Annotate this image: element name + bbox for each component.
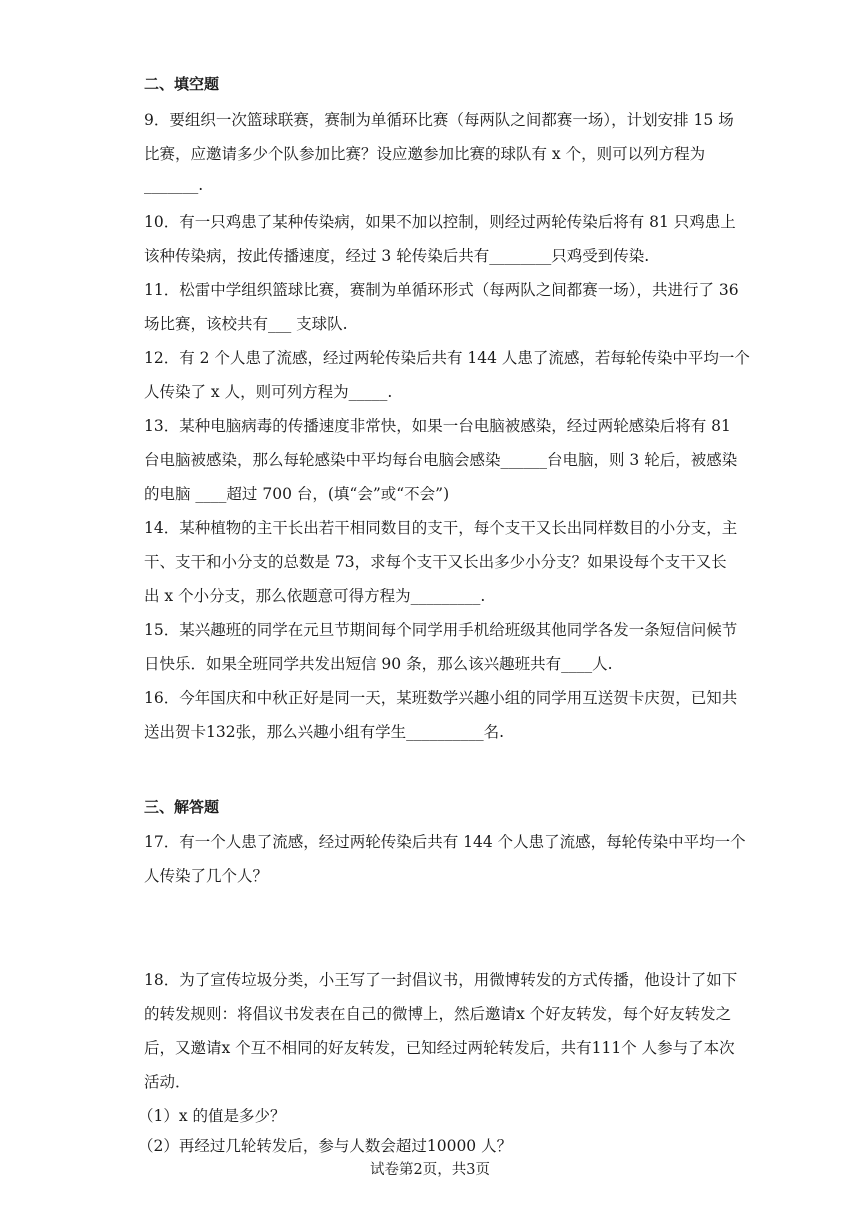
- question-9-line-2: 比赛，应邀请多少个队参加比赛？设应邀参加比赛的球队有 x 个，则可以列方程为: [144, 145, 706, 163]
- question-13-line-1: 13．某种电脑病毒的传播速度非常快，如果一台电脑被感染，经过两轮感染后将有 81: [144, 417, 731, 435]
- question-17-line-1: 17．有一个人患了流感，经过两轮传染后共有 144 个人患了流感，每轮传染中平均一个: [144, 833, 746, 851]
- question-15-line-2: 日快乐．如果全班同学共发出短信 90 条，那么该兴趣班共有____人.: [144, 655, 613, 673]
- question-18-part-1: （1）x 的值是多少？: [138, 1107, 286, 1125]
- question-9-line-3: _______.: [144, 176, 204, 194]
- section-heading-solve: 三、解答题: [144, 798, 220, 816]
- question-18-line-3: 后，又邀请x 个互不相同的好友转发，已知经过两轮转发后，共有111个 人参与了本次: [144, 1039, 735, 1057]
- page-footer: 试卷第2页，共3页: [370, 1162, 490, 1178]
- question-14-line-3: 出 x 个小分支，那么依题意可得方程为_________.: [144, 587, 486, 605]
- question-12-line-1: 12．有 2 个人患了流感，经过两轮传染后共有 144 人患了流感，若每轮传染中平均一个: [144, 349, 750, 367]
- question-11-line-1: 11．松雷中学组织篮球比赛，赛制为单循环形式（每两队之间都赛一场），共进行了 36: [144, 281, 739, 299]
- question-18-line-1: 18．为了宣传垃圾分类，小王写了一封倡议书，用微博转发的方式传播，他设计了如下: [144, 971, 738, 989]
- question-9-line-1: 9．要组织一次篮球联赛，赛制为单循环比赛（每两队之间都赛一场），计划安排 15 场: [144, 111, 734, 129]
- question-16-line-2: 送出贺卡132张，那么兴趣小组有学生__________名.: [144, 723, 505, 741]
- question-14-line-2: 干、支干和小分支的总数是 73，求每个支干又长出多少小分支？如果设每个支干又长: [144, 553, 727, 571]
- question-13-line-2: 台电脑被感染，那么每轮感染中平均每台电脑会感染______台电脑，则 3 轮后，被感染: [144, 451, 738, 469]
- question-18-part-2: （2）再经过几轮转发后，参与人数会超过10000 人？: [138, 1137, 513, 1155]
- question-12-line-2: 人传染了 x 人，则可列方程为_____.: [144, 383, 393, 401]
- question-16-line-1: 16．今年国庆和中秋正好是同一天，某班数学兴趣小组的同学用互送贺卡庆贺，已知共: [144, 689, 738, 707]
- question-15-line-1: 15．某兴趣班的同学在元旦节期间每个同学用手机给班级其他同学各发一条短信问候节: [144, 621, 738, 639]
- section-heading-fill-in: 二、填空题: [144, 75, 220, 93]
- question-11-line-2: 场比赛，该校共有___ 支球队.: [144, 315, 348, 333]
- question-14-line-1: 14．某种植物的主干长出若干相同数目的支干，每个支干又长出同样数目的小分支，主: [144, 519, 738, 537]
- question-13-line-3: 的电脑 ____超过 700 台，(填“会”或“不会”): [144, 485, 450, 503]
- question-18-line-4: 活动．: [144, 1073, 191, 1091]
- question-17-line-2: 人传染了几个人？: [144, 867, 269, 885]
- question-10-line-2: 该种传染病，按此传播速度，经过 3 轮传染后共有________只鸡受到传染.: [144, 247, 650, 265]
- question-18-line-2: 的转发规则：将倡议书发表在自己的微博上，然后邀请x 个好友转发，每个好友转发之: [144, 1005, 732, 1023]
- question-10-line-1: 10．有一只鸡患了某种传染病，如果不加以控制，则经过两轮传染后将有 81 只鸡患上: [144, 213, 736, 231]
